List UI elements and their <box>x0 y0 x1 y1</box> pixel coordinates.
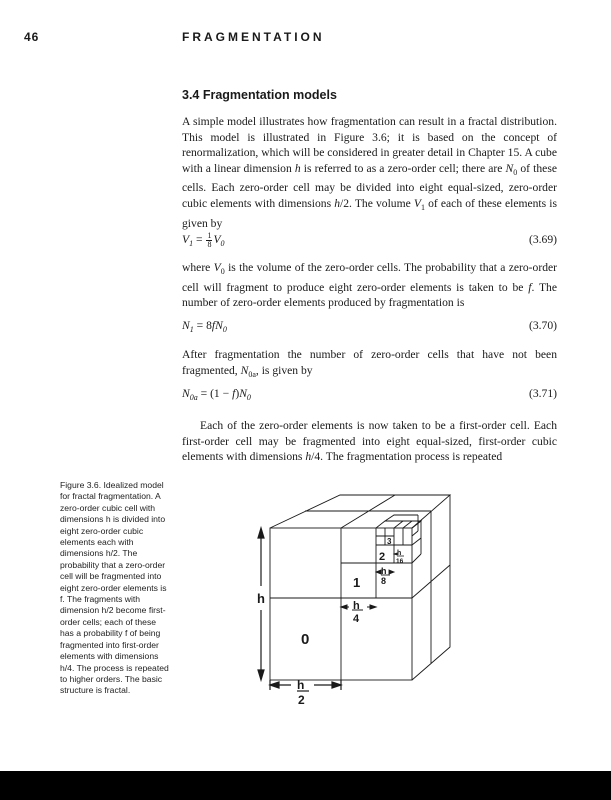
equation-3-69: $V_1$ = $\frac{1}{8}$ $V_0$ (3.69) <box>182 231 557 249</box>
h16-numerator: h <box>397 550 402 557</box>
figure-caption: Figure 3.6. Idealized model for fractal fragmentation. A zero-order cubic cell with dimensions h is divided into eight zero-order cubic elements each with dimensions h/2. The probability that a zero-order cell will be fragmented into eight zero-order elements is f. The fragments with dimension h/2 become first-order cells; each of these has a probability f of being fragmented into first-order elements with dimensions h/4. The process is repeated to higher orders. The basic structure is fractal. <box>60 480 169 696</box>
h2-numerator: h <box>297 678 305 692</box>
running-title: FRAGMENTATION <box>182 30 325 44</box>
label-order-2: 2 <box>379 551 386 563</box>
paragraph-2: where $V_0$ is the volume of the zero-order cells. The probability that a zero-order cell will fragment to produce eight zero-order elements is taken to be f. The number of zero-order elements produced by fragmentation is <box>182 261 557 310</box>
bottom-scan-bar <box>0 771 611 800</box>
h8-numerator: h <box>381 566 387 576</box>
label-order-3: 3 <box>387 537 392 546</box>
equation-3-70: $N_1 = 8fN_0$ (3.70) <box>182 319 557 334</box>
h2-denominator: 2 <box>298 693 305 707</box>
h4-denominator: 4 <box>353 613 360 625</box>
paragraph-3: After fragmentation the number of zero-order cells that have not been fragmented, $N_{0a}$, is given by <box>182 348 557 379</box>
dimension-h2-arrow <box>270 680 341 691</box>
fragmentation-cube-figure <box>248 488 453 713</box>
section-heading: 3.4 Fragmentation models <box>182 88 337 102</box>
label-h: h <box>257 591 265 606</box>
h16-denominator: 16 <box>396 558 404 565</box>
paragraph-1: A simple model illustrates how fragmentation can result in a fractal distribution. This model is illustrated in Figure 3.6; it is based on the concept of renormalization, which will be considered in greater detail in Chapter 15. A cube with a linear dimension h is referred to as a zero-order cell; there are $N_0$ of these cells. Each zero-order cell may be divided into eight equal-sized, zero-order cubic elements with dimensions h/2. The volume $V_1$ of each of these elements is given by <box>182 115 558 230</box>
h8-denominator: 8 <box>381 576 387 586</box>
paragraph-4: Each of the zero-order elements is now taken to be a first-order cell. Each first-order cell may be fragmented into eight equal-sized, first-order cubic elements with dimensions h/4. The fragmentation process is repeated <box>182 419 557 464</box>
h4-numerator: h <box>353 600 360 612</box>
label-order-1: 1 <box>353 575 361 590</box>
page-number: 46 <box>24 30 40 44</box>
label-order-0: 0 <box>301 631 310 648</box>
equation-3-71: $N_{0a} = (1 - f)N_0$ (3.71) <box>182 387 557 402</box>
